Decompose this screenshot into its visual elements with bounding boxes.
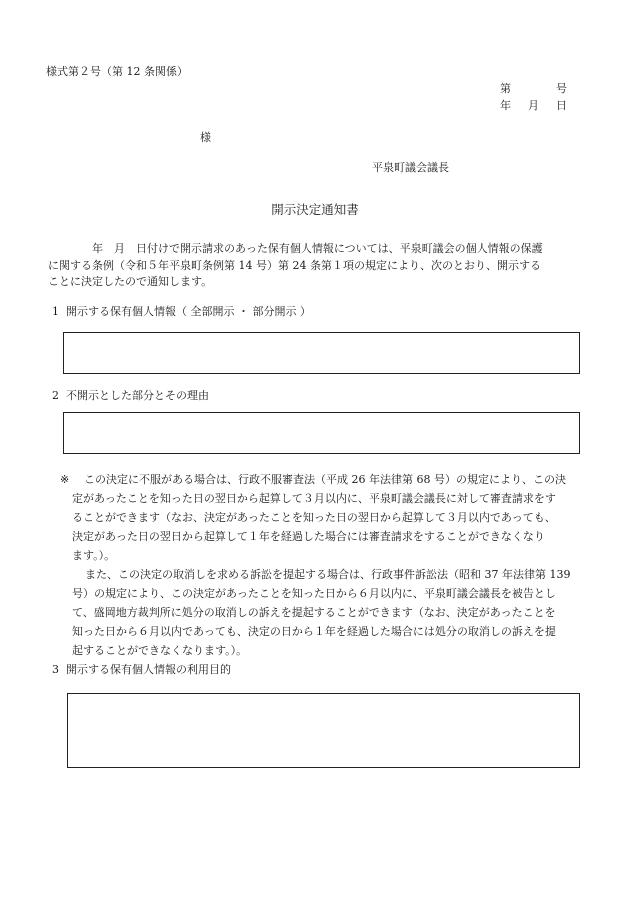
nondisclosure-reason-box[interactable] [63, 412, 580, 454]
body-line: に関する条例（令和５年平泉町条例第 14 号）第 24 条第１項の規定により、次のとおり、開示する [48, 258, 541, 272]
document-title: 開示決定通知書 [271, 202, 359, 217]
note-line: この決定に不服がある場合は、行政不服審査法（平成 26 年法律第 68 号）の規定により、この決 [84, 473, 566, 486]
note-line: ることができます（なお、決定があったことを知った日の翌日から起算して３月以内であっても、 [72, 511, 556, 524]
section-number: 3 [52, 663, 59, 676]
note-line: 定があったことを知った日の翌日から起算して３月以内に、平泉町議会議長に対して審査請求をす [72, 492, 556, 505]
section-1-heading [52, 306, 311, 317]
notice-body [48, 241, 588, 291]
section-label: 開示する保有個人情報の利用目的 [66, 663, 231, 676]
usage-purpose-box[interactable] [67, 693, 580, 768]
form-number-label: 様式第２号（第 12 条関係） [46, 65, 188, 78]
number-suffix: 号 [556, 82, 567, 95]
note-mark: ※ [60, 473, 70, 486]
section-3-heading [52, 664, 231, 675]
note-line: また、この決定の取消しを求める訴訟を提起する場合は、行政事件訴訟法（昭和 37 年法律第 139 [85, 568, 571, 581]
section-number: 2 [52, 389, 59, 402]
addressee-honorific: 様 [200, 131, 211, 144]
date-year: 年 [500, 99, 511, 112]
note-line: 号）の規定により、この決定があったことを知った日から６月以内に、平泉町議会議長を被告とし [72, 587, 556, 600]
disclosed-info-box[interactable] [63, 332, 580, 374]
section-label: 開示する保有個人情報（ 全部開示 ・ 部分開示 ） [66, 305, 311, 318]
date-day: 日 [556, 99, 567, 112]
note-line: 決定があった日の翌日から起算して１年を経過した場合には審査請求をすることができなくなり [72, 530, 545, 543]
date-month: 月 [528, 99, 539, 112]
appeal-notes [60, 470, 590, 660]
section-number: 1 [52, 305, 59, 318]
number-prefix: 第 [500, 82, 511, 95]
body-line: ことに決定したので通知します。 [48, 275, 213, 288]
sender-name: 平泉町議会議長 [372, 161, 449, 174]
note-line: て、盛岡地方裁判所に処分の取消しの訴えを提起することができます（なお、決定があったことを [72, 606, 556, 619]
section-2-heading [52, 390, 209, 401]
note-line: 知った日から６月以内であっても、決定の日から１年を経過した場合には処分の取消しの訴えを提 [72, 625, 556, 638]
body-line: 年 月 日付けで開示請求のあった保有個人情報については、平泉町議会の個人情報の保護 [48, 242, 543, 255]
note-line: ます。）。 [72, 549, 116, 562]
section-label: 不開示とした部分とその理由 [66, 389, 209, 402]
note-line: 起することができなくなります。）。 [72, 644, 248, 657]
